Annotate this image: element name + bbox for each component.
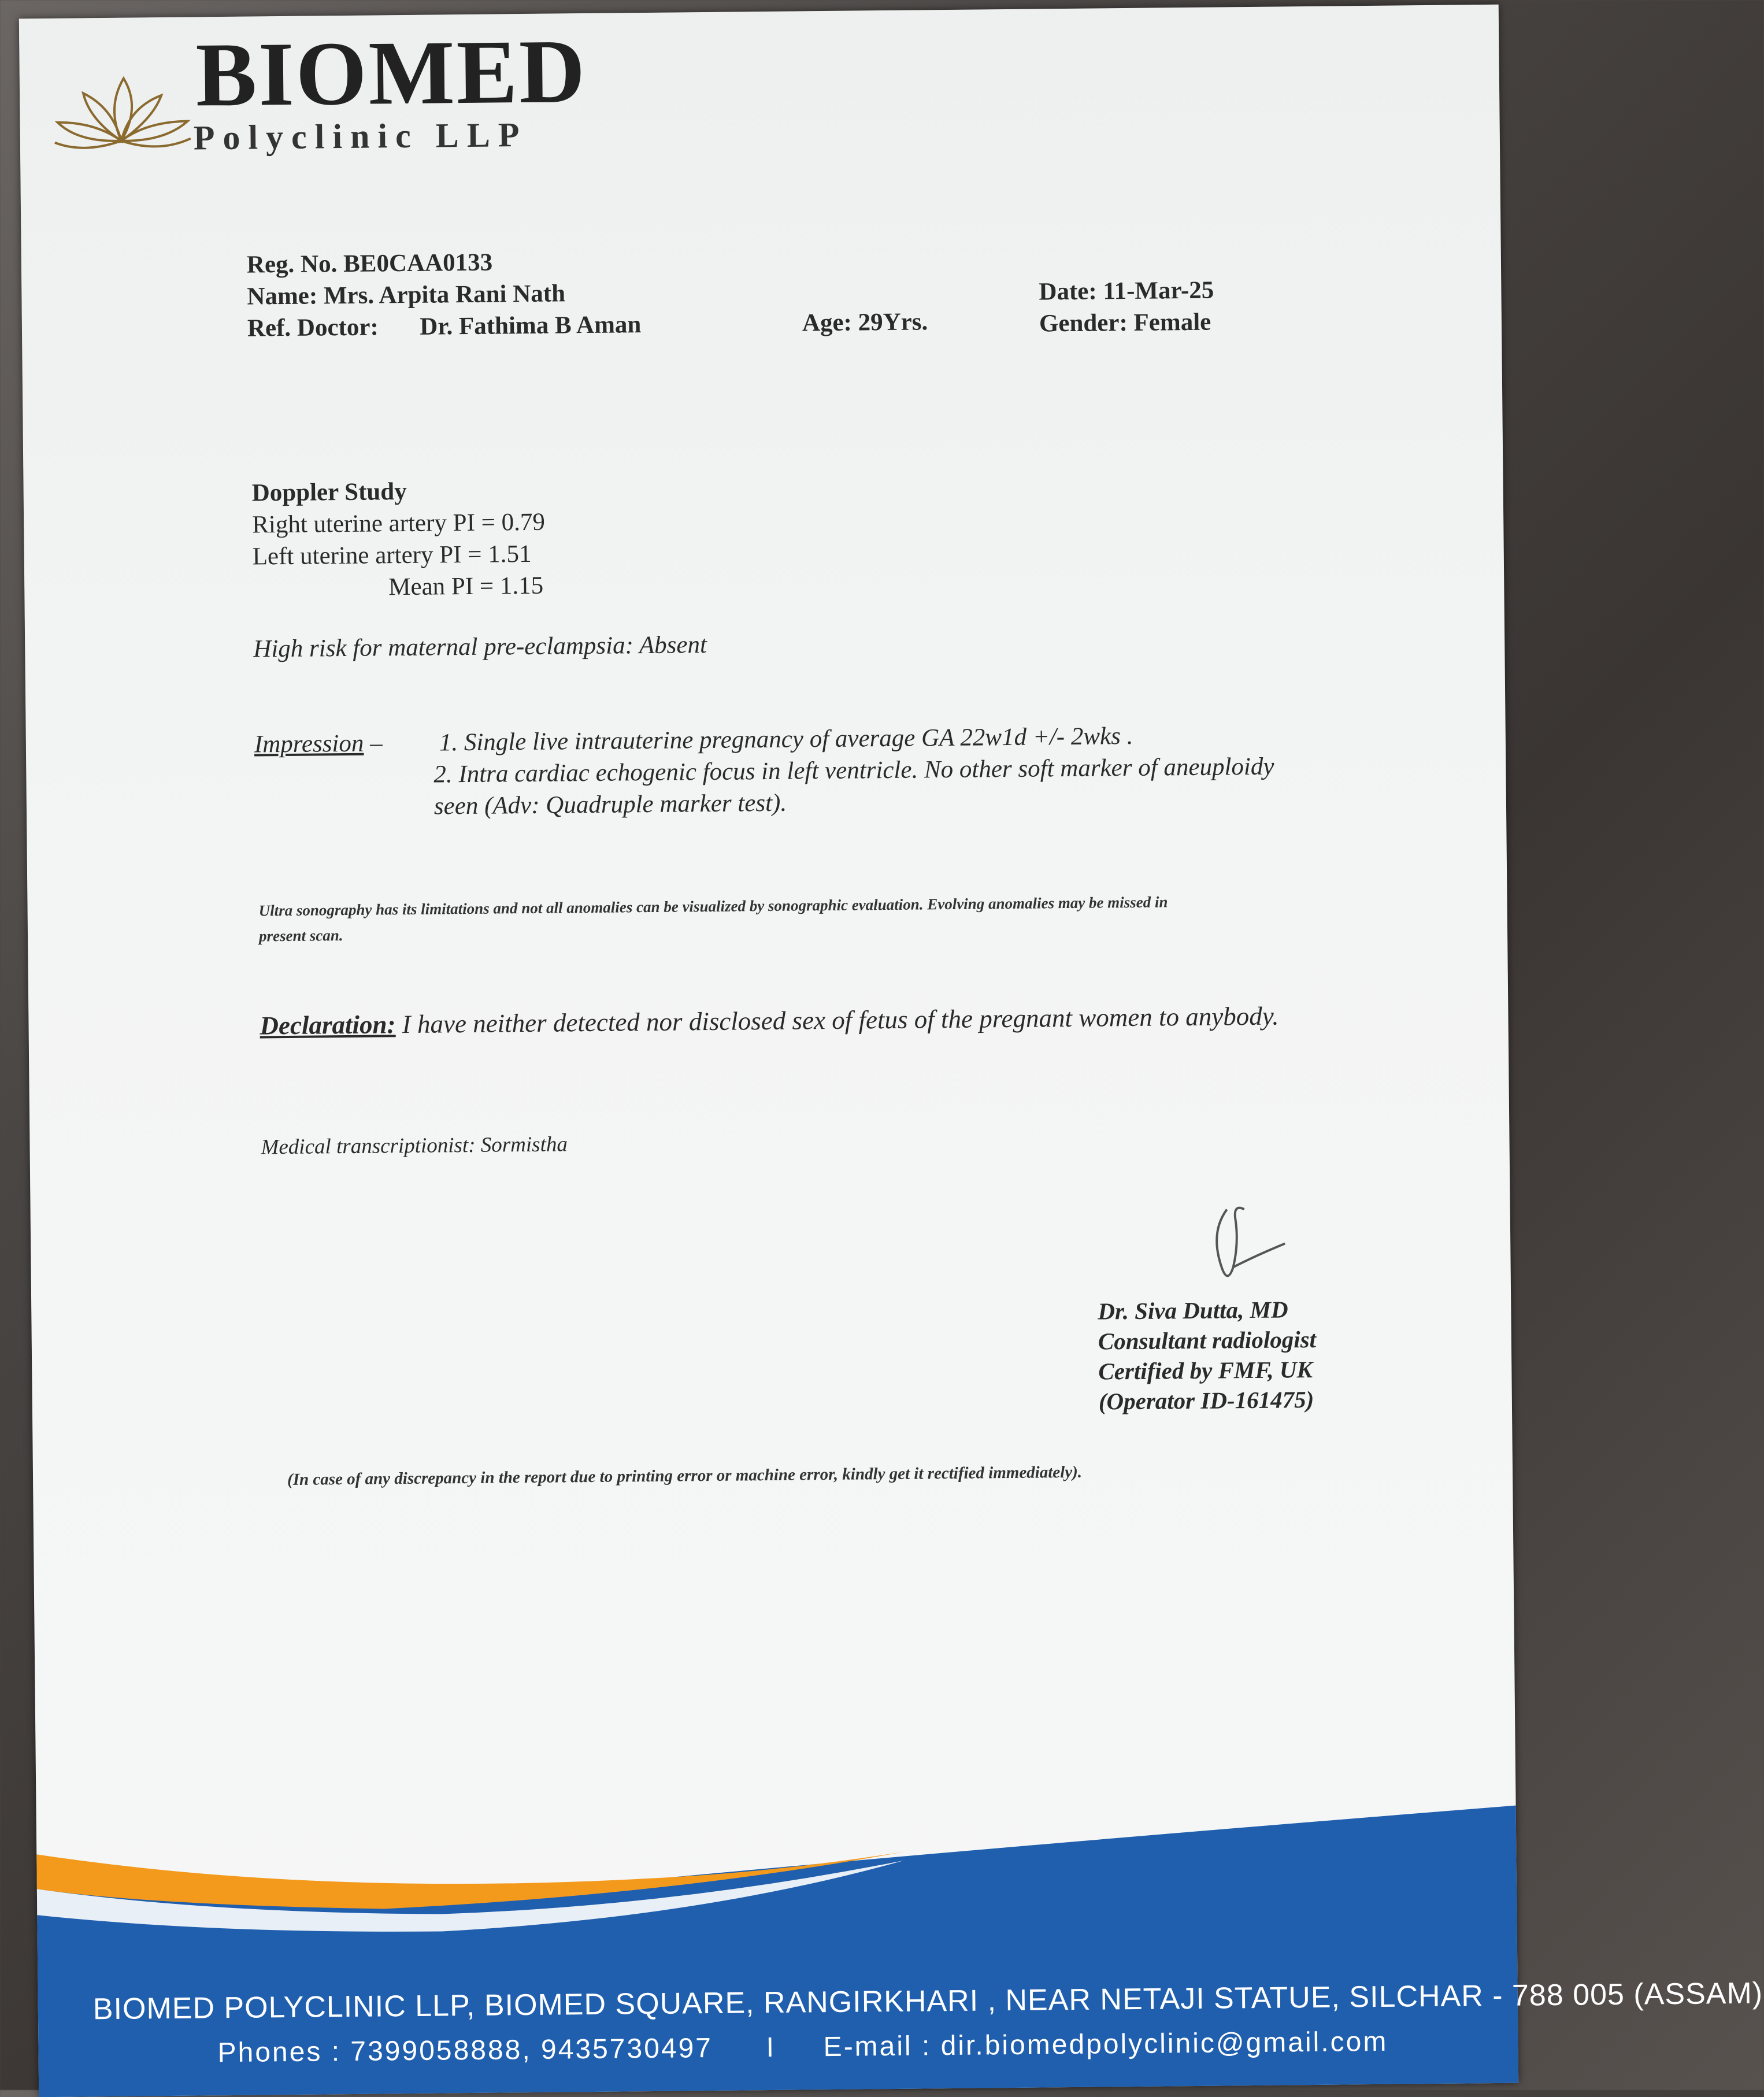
medical-transcriptionist: Medical transcriptionist: Sormistha	[261, 1132, 568, 1159]
impression-line-1: 1. Single live intrauterine pregnancy of average GA 22w1d +/- 2wks .	[439, 722, 1133, 757]
risk-statement: High risk for maternal pre-eclampsia: Absent	[253, 631, 707, 663]
clinic-logo-subtitle: Polyclinic LLP	[193, 115, 528, 157]
impression-label: Impression	[254, 729, 364, 758]
declaration-label: Declaration:	[260, 1010, 396, 1040]
doctor-name: Dr. Siva Dutta, MD	[1098, 1296, 1288, 1325]
declaration-row	[260, 1001, 1278, 1041]
footer-phones: Phones : 7399058888, 9435730497	[217, 2033, 713, 2069]
doppler-mean: Mean PI = 1.15	[388, 572, 544, 601]
clinic-logo-name: BIOMED	[195, 20, 587, 126]
report-sheet	[19, 5, 1763, 2097]
sonography-disclaimer	[258, 887, 1444, 949]
impression-heading	[254, 729, 383, 758]
disclaimer-line-2: present scan.	[258, 927, 343, 945]
footer-email: E-mail : dir.biomedpolyclinic@gmail.com	[823, 2026, 1388, 2063]
patient-gender: Gender: Female	[1039, 308, 1211, 338]
impression-line-2: 2. Intra cardiac echogenic focus in left ventricle. No other soft marker of aneuploidy	[433, 753, 1274, 788]
doctor-signature	[1192, 1197, 1297, 1296]
declaration-text: I have neither detected nor disclosed sex of fetus of the pregnant women to anybody.	[395, 1001, 1279, 1039]
doppler-left: Left uterine artery PI = 1.51	[252, 540, 532, 570]
patient-age: Age: 29Yrs.	[802, 308, 928, 337]
impression-line-3: seen (Adv: Quadruple marker test).	[433, 789, 787, 820]
doppler-title: Doppler Study	[251, 477, 407, 507]
patient-name: Name: Mrs. Arpita Rani Nath	[247, 280, 566, 310]
doctor-operator-id: (Operator ID-161475)	[1098, 1385, 1314, 1415]
report-date: Date: 11-Mar-25	[1039, 276, 1214, 306]
ref-doctor-name: Dr. Fathima B Aman	[420, 311, 642, 340]
impression-dash: –	[364, 729, 383, 757]
doctor-title: Consultant radiologist	[1098, 1325, 1317, 1355]
reg-number: Reg. No. BE0CAA0133	[246, 249, 493, 279]
lotus-logo-icon	[43, 66, 200, 166]
discrepancy-note: (In case of any discrepancy in the report due to printing error or machine error, kindly get it rectified immediately).	[287, 1462, 1083, 1490]
doctor-certification: Certified by FMF, UK	[1098, 1355, 1313, 1385]
doppler-right: Right uterine artery PI = 0.79	[251, 508, 546, 539]
ref-doctor-label: Ref. Doctor:	[247, 313, 379, 342]
ref-doctor-row	[247, 310, 642, 343]
disclaimer-line-1: Ultra sonography has its limitations and not all anomalies can be visualized by sonographic evaluation. Evolving anomalies may be missed in	[258, 893, 1168, 920]
footer-address: BIOMED POLYCLINIC LLP, BIOMED SQUARE, RANGIRKHARI , NEAR NETAJI STATUE, SILCHAR - 788 005 (ASSAM)	[92, 1976, 1763, 2026]
footer-separator: I	[766, 2032, 776, 2063]
